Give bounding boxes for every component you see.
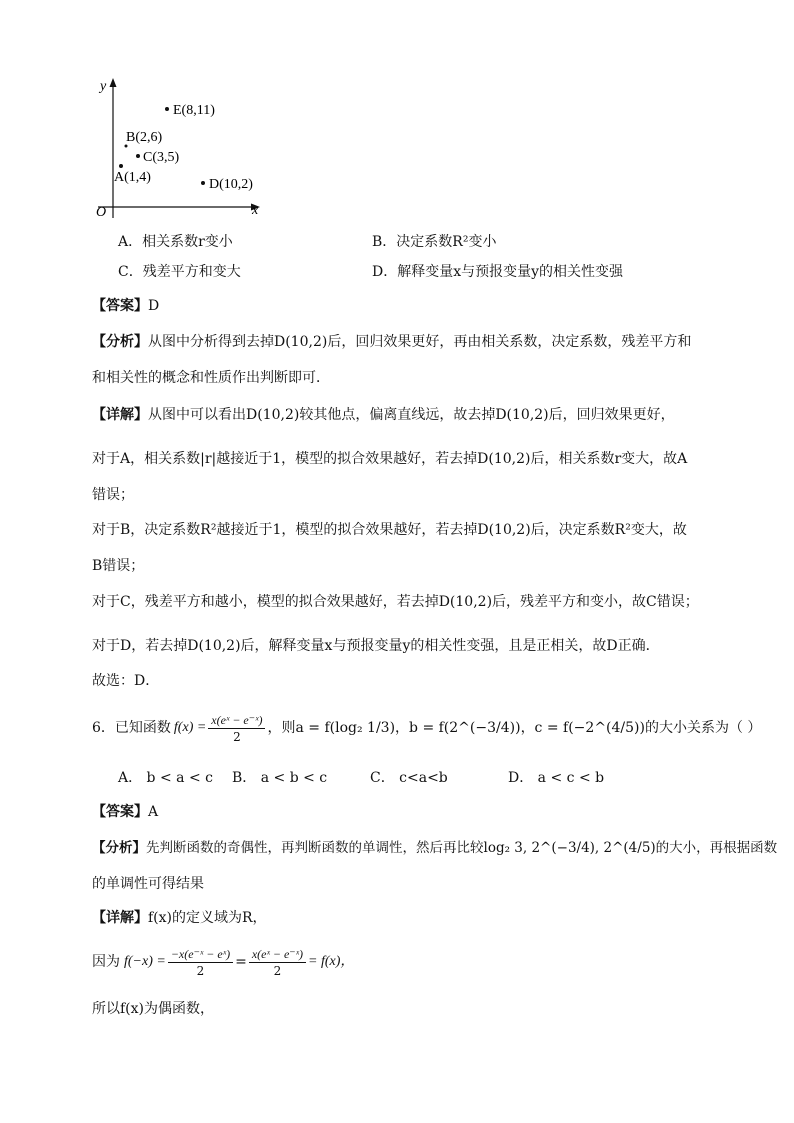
answer-tag: 【答案】: [92, 804, 148, 820]
detail-tag: 【详解】: [92, 910, 148, 926]
q6-answer-line: [92, 802, 158, 822]
analysis-text: 从图中分析得到去掉D(10,2)后，回归效果更好，再由相关系数，决定系数，残差平方和: [148, 334, 692, 350]
detail-text: f(x)的定义域为R，: [148, 910, 267, 926]
q6-stem-a: ，则a = f(log₂ 1/3): [267, 720, 396, 736]
q6-detail-line-3: 所以f(x)为偶函数，: [92, 1001, 215, 1017]
q5-option-d: D．解释变量x与预报变量y的相关性变强: [372, 264, 624, 280]
point-d-label: D(10,2): [209, 177, 253, 192]
q5-detail-line-3: 错误；: [92, 487, 134, 503]
q6-detail-line-1: [92, 908, 267, 928]
answer-value: A: [148, 804, 159, 820]
q6-detail-fraction-2: [249, 946, 306, 979]
q6-analysis-line-1: [92, 838, 777, 858]
q5-detail-line-6: 对于C，残差平方和越小，模型的拟合效果越好，若去掉D(10,2)后，残差平方和变小，故C错误；: [92, 594, 699, 610]
q5-option-c: C．残差平方和变大: [118, 264, 241, 280]
q6-option-d: D． a < c < b: [508, 770, 605, 786]
q5-option-b: B．决定系数R²变小: [372, 234, 497, 250]
point-a-label: A(1,4): [114, 170, 151, 185]
q6-option-b: B． a < b < c: [232, 770, 328, 786]
point-c: [136, 154, 140, 158]
q6-stem: [92, 708, 761, 748]
analysis-text: 先判断函数的奇偶性，再判断函数的单调性，然后再比较log₂ 3, 2^(−3/4), 2^(4/5)的大小，再根据函数: [146, 840, 778, 856]
point-c-label: C(3,5): [143, 150, 180, 165]
q6-detail-line-2: [92, 942, 354, 982]
detail-text: 从图中可以看出D(10,2)较其他点，偏离直线远，故去掉D(10,2)后，回归效果更好，: [148, 407, 675, 423]
analysis-tag: 【分析】: [92, 334, 148, 350]
point-a: [119, 164, 123, 168]
q6-stem-fraction-num: x(eˣ − e⁻ˣ): [208, 712, 265, 729]
q6-stem-fraction-den: 2: [233, 729, 241, 744]
point-e: [165, 107, 169, 111]
q6-stem-prefix: 6．已知函数: [92, 720, 171, 736]
x-axis-label: x: [252, 203, 259, 218]
q6-detail-rhs: = f(x)，: [308, 954, 355, 969]
q6-detail-fraction-2-num: x(eˣ − e⁻ˣ): [249, 946, 306, 963]
q6-detail-fraction-2-den: 2: [273, 963, 282, 978]
q5-detail-line-7: 对于D，若去掉D(10,2)后，解释变量x与预报变量y的相关性变强，且是正相关，故D正确．: [92, 638, 660, 654]
q5-detail-line-1: [92, 405, 675, 425]
q5-detail-line-4: 对于B，决定系数R²越接近于1，模型的拟合效果越好，若去掉D(10,2)后，决定系数R²变大，故: [92, 522, 687, 538]
detail-tag: 【详解】: [92, 407, 148, 423]
answer-tag: 【答案】: [92, 298, 148, 314]
q6-stem-b: ，b = f(2^(−3/4)): [395, 720, 521, 736]
q6-detail-prefix: 因为: [92, 954, 120, 970]
q6-stem-c: ，c = f(−2^(4/5)): [520, 720, 645, 736]
point-e-label: E(8,11): [173, 103, 215, 118]
q6-detail-fraction-1-den: 2: [196, 963, 205, 978]
scatter-figure: [90, 72, 280, 222]
q6-detail-fraction-1: [168, 946, 233, 979]
y-axis-label: y: [100, 79, 107, 94]
q6-detail-equals: =: [235, 954, 247, 970]
q6-detail-fraction-1-num: −x(e⁻ˣ − eˣ): [168, 946, 233, 963]
q6-option-a: A． b < a < c: [118, 770, 213, 786]
q6-detail-lhs: f(−x) =: [124, 954, 166, 969]
y-axis-arrow: [110, 78, 117, 87]
origin-label: O: [96, 205, 107, 220]
q5-analysis-line-1: [92, 332, 691, 352]
q6-option-c: C． c<a<b: [370, 770, 448, 786]
q5-answer-line: [92, 296, 159, 316]
answer-value: D: [148, 298, 160, 314]
q5-analysis-line-2: 和相关性的概念和性质作出判断即可．: [92, 370, 330, 386]
q6-analysis-line-2: 的单调性可得结果: [92, 876, 204, 892]
q5-choose: 故选：D．: [92, 673, 160, 689]
q6-stem-fraction: [208, 712, 265, 745]
point-d: [201, 181, 205, 185]
q6-stem-fx: f(x) =: [173, 720, 207, 735]
q5-option-a: A．相关系数r变小: [118, 234, 233, 250]
q5-detail-line-2: 对于A，相关系数|r|越接近于1，模型的拟合效果越好，若去掉D(10,2)后，相关系数r变大，故A: [92, 451, 688, 467]
point-b-label: B(2,6): [126, 130, 163, 145]
q6-stem-suffix: 的大小关系为（ ）: [644, 720, 762, 736]
analysis-tag: 【分析】: [92, 840, 146, 856]
q5-detail-line-5: B错误；: [92, 558, 145, 574]
